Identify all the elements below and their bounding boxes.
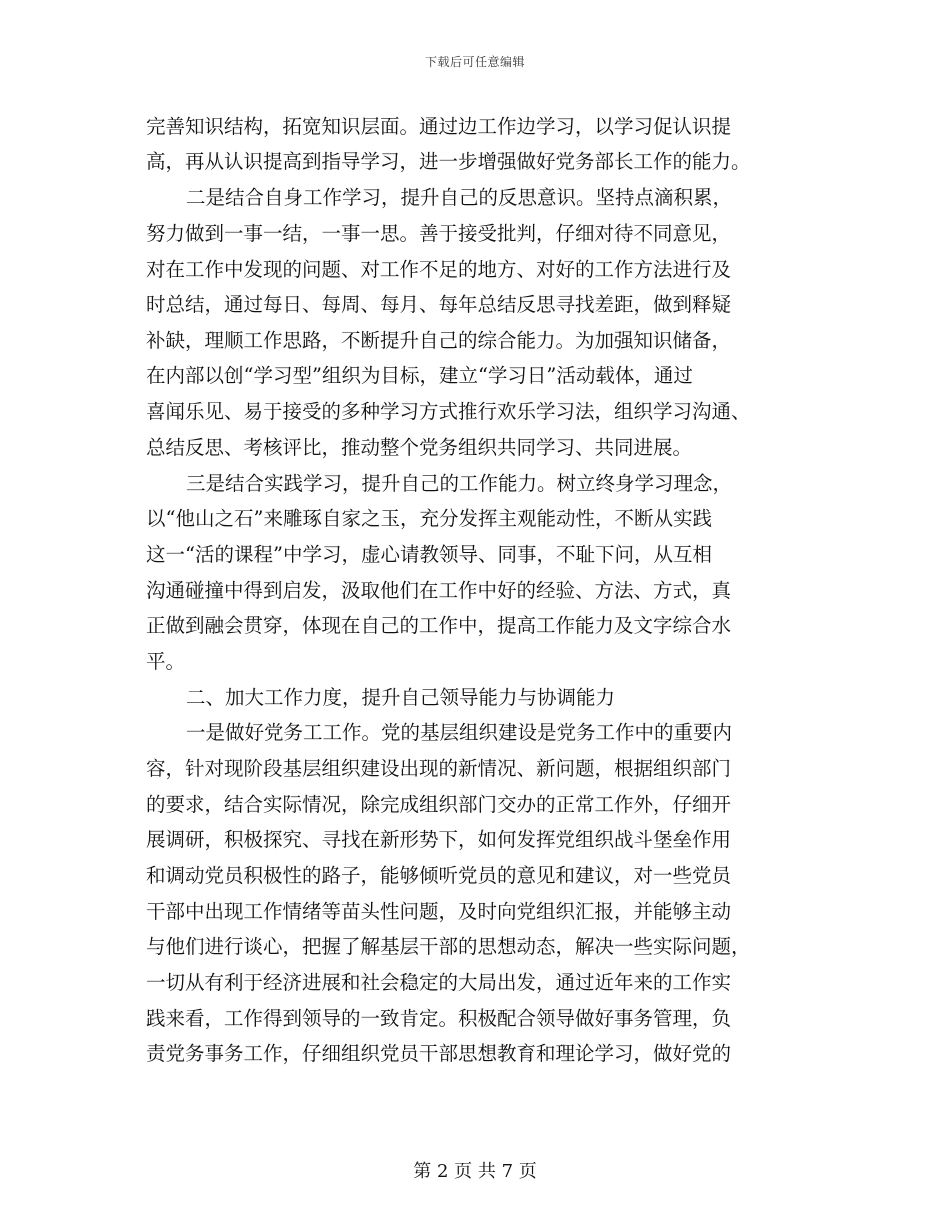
body-line: 责党务事务工作，仔细组织党员干部思想教育和理论学习，做好党的 [146,1042,732,1065]
body-line: 二是结合自身工作学习，提升自己的反思意识。坚持点滴积累， [186,186,733,209]
body-line: 高，再从认识提高到指导学习，进一步增强做好党务部长工作的能力。 [146,150,751,173]
body-line: 时总结，通过每日、每周、每月、每年总结反思寻找差距，做到释疑 [146,293,732,316]
body-line: 对在工作中发现的问题、对工作不足的地方、对好的工作方法进行及 [146,258,732,281]
body-line: 展调研，积极探究、寻找在新形势下，如何发挥党组织战斗堡垒作用 [146,828,732,851]
body-line: 补缺，理顺工作思路，不断提升自己的综合能力。为加强知识储备， [146,329,732,352]
body-line: 正做到融会贯穿，体现在自己的工作中，提高工作能力及文字综合水 [146,614,732,637]
body-line: 这一“活的课程”中学习，虚心请教领导、同事，不耻下问，从互相 [146,543,712,566]
body-line: 平。 [146,650,186,673]
body-line: 以“他山之石”来雕琢自家之玉，充分发挥主观能动性，不断从实践 [146,507,712,530]
body-line: 沟通碰撞中得到启发，汲取他们在工作中好的经验、方法、方式，真 [146,579,732,602]
body-line: 干部中出现工作情绪等苗头性问题，及时向党组织汇报，并能够主动 [146,900,732,923]
body-line: 一切从有利于经济进展和社会稳定的大局出发，通过近年来的工作实 [146,971,732,994]
body-line: 在内部以创“学习型”组织为目标，建立“学习日”活动载体，通过 [146,364,693,387]
body-line: 一是做好党务工工作。党的基层组织建设是党务工作中的重要内 [186,721,733,744]
body-line: 总结反思、考核评比，推动整个党务组织共同学习、共同进展。 [146,436,693,459]
body-line: 完善知识结构，拓宽知识层面。通过边工作边学习，以学习促认识提 [146,115,732,138]
body-line: 努力做到一事一结，一事一思。善于接受批判，仔细对待不同意见， [146,222,732,245]
section-heading: 二、加大工作力度，提升自己领导能力与协调能力 [186,686,616,709]
body-line: 三是结合实践学习，提升自己的工作能力。树立终身学习理念， [186,472,733,495]
body-line: 容，针对现阶段基层组织建设出现的新情况、新问题，根据组织部门 [146,757,732,780]
body-line: 与他们进行谈心，把握了解基层干部的思想动态，解决一些实际问题， [146,935,751,958]
body-line: 的要求，结合实际情况，除完成组织部门交办的正常工作外，仔细开 [146,793,732,816]
page-header-note: 下载后可任意编辑 [424,55,525,69]
body-line: 和调动党员积极性的路子，能够倾听党员的意见和建议，对一些党员 [146,864,732,887]
body-line: 喜闻乐见、易于接受的多种学习方式推行欢乐学习法，组织学习沟通、 [146,400,751,423]
body-line: 践来看，工作得到领导的一致肯定。积极配合领导做好事务管理，负 [146,1007,732,1030]
page-number-footer: 第 2 页 共 7 页 [413,1161,537,1182]
